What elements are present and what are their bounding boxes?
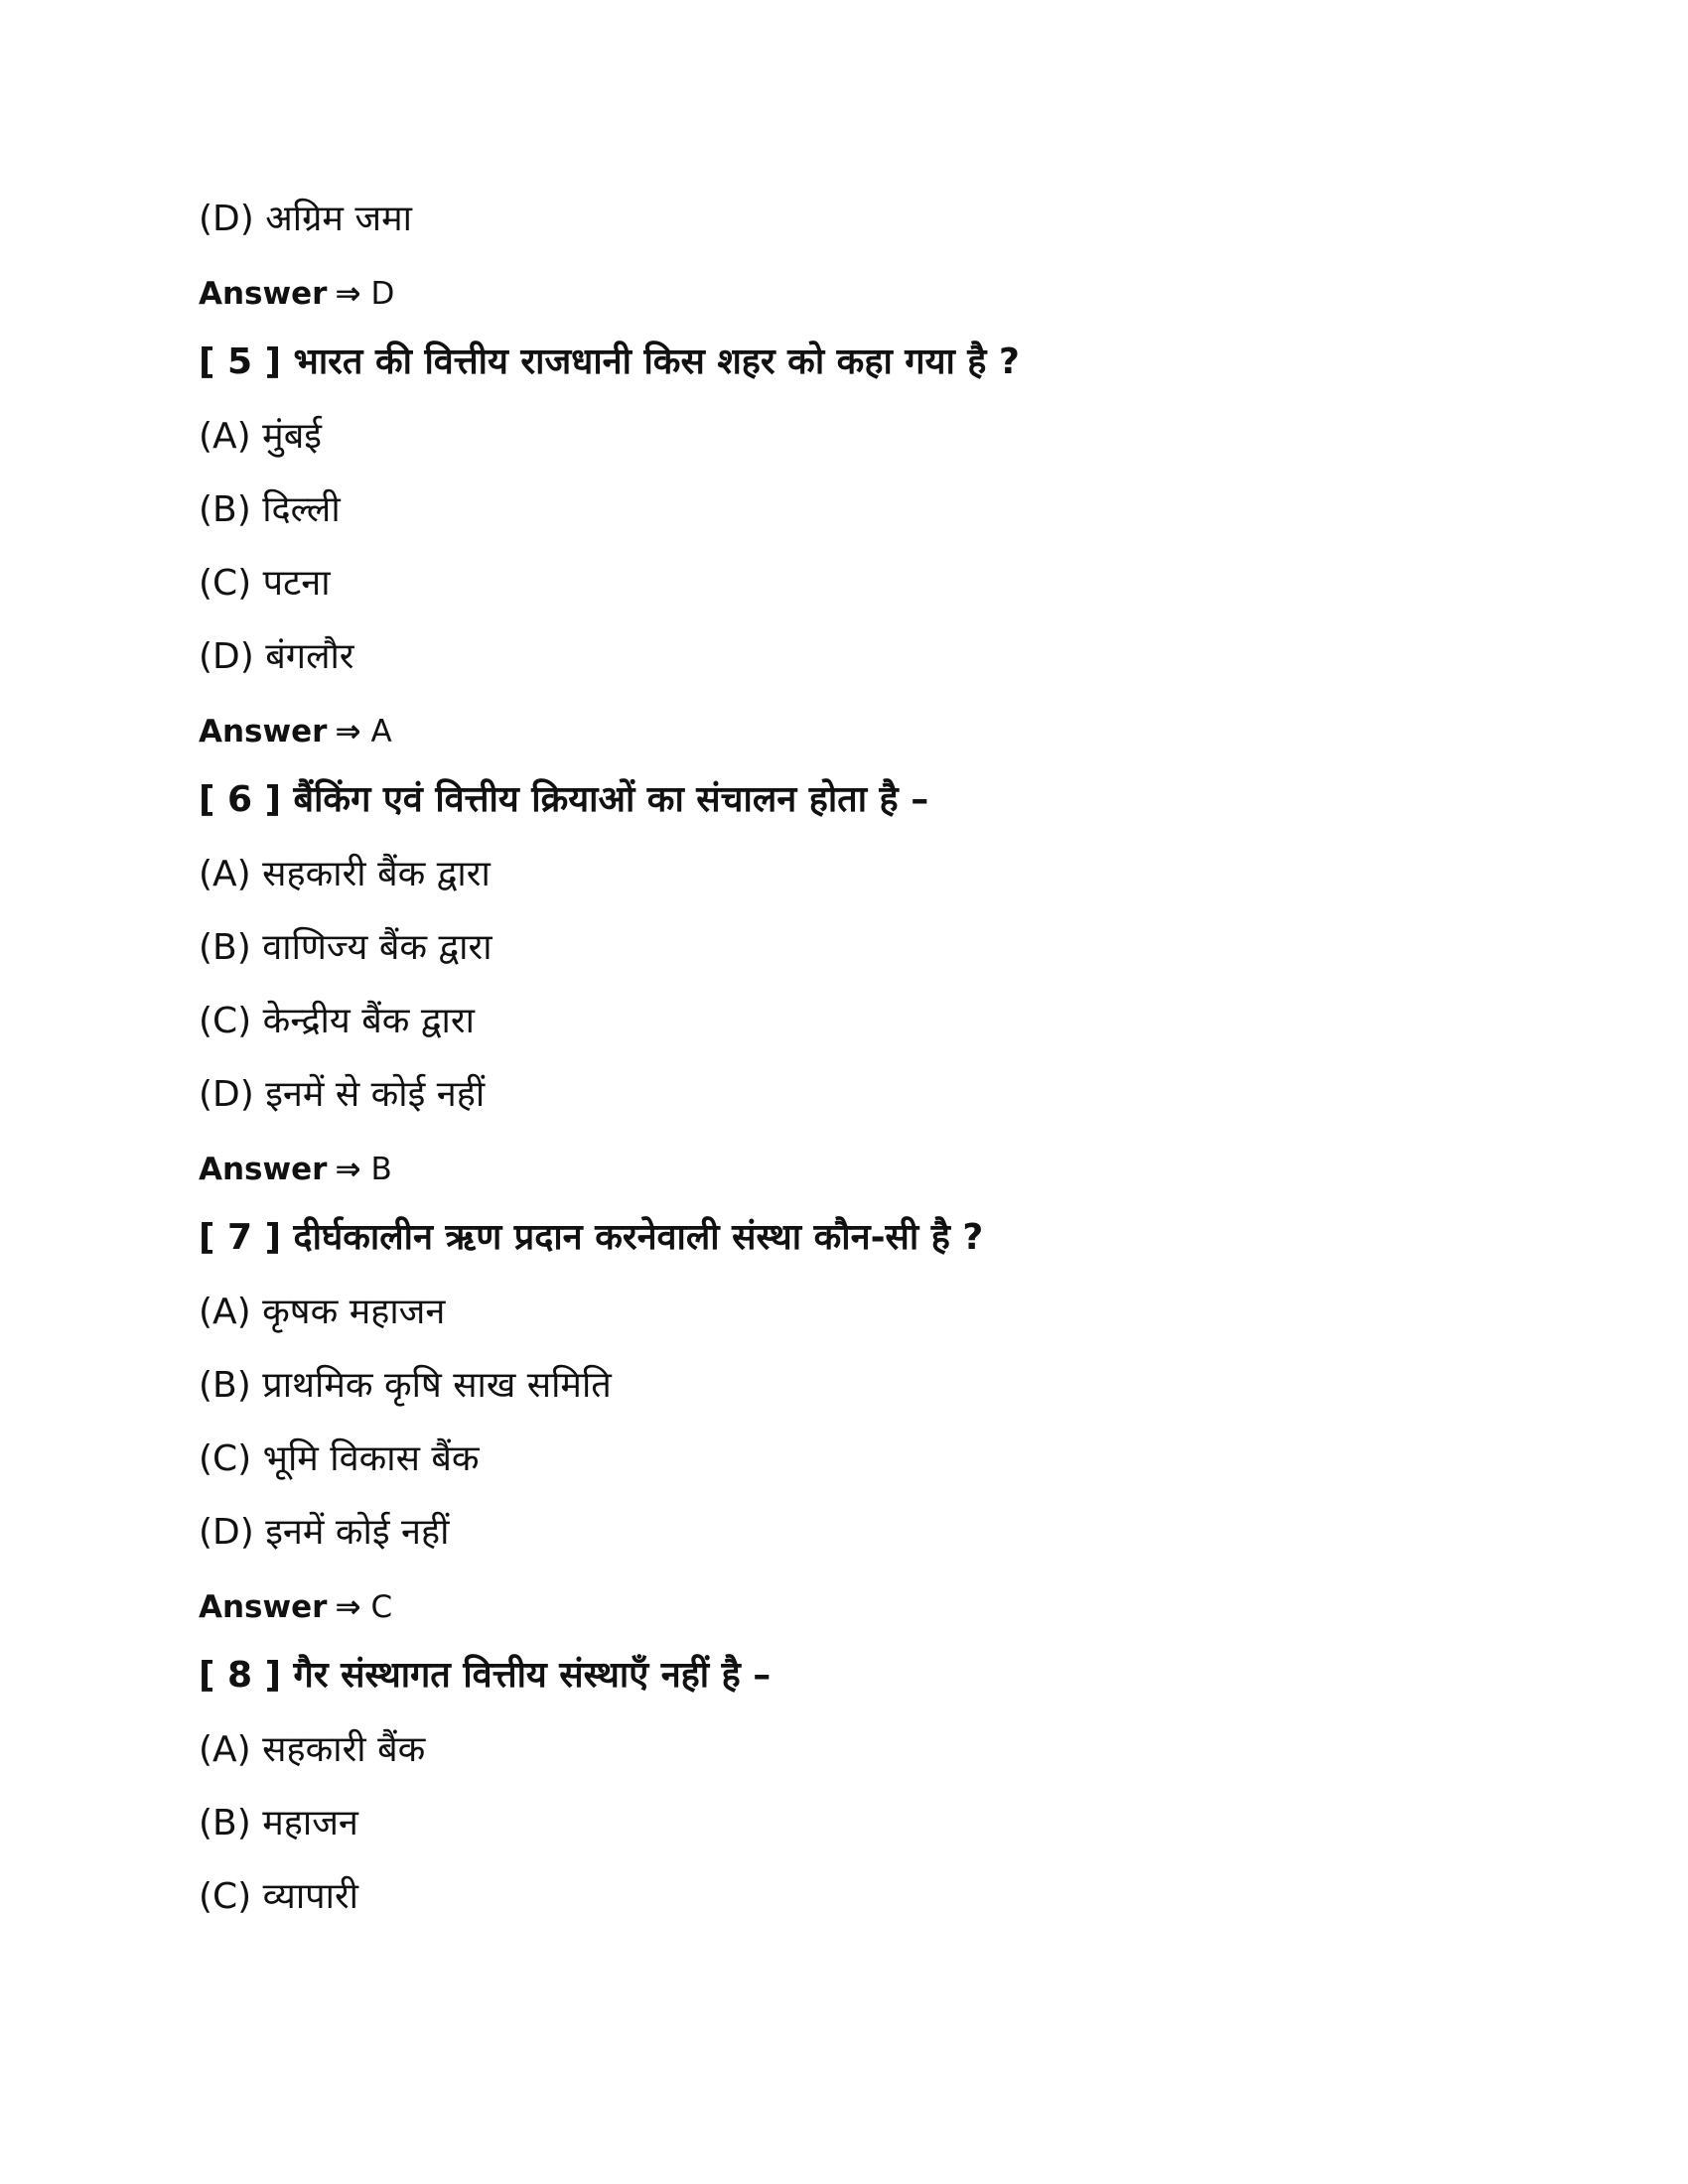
answer-label: Answer: [199, 1589, 328, 1625]
answer-arrow-icon: ⇒: [335, 1152, 361, 1187]
answer-arrow-icon: ⇒: [335, 276, 361, 312]
answer-line: [199, 1152, 392, 1187]
option-text: (D) इनमें कोई नहीं: [199, 1512, 450, 1553]
option-text: (A) सहकारी बैंक द्वारा: [199, 854, 491, 894]
option-text: (D) अग्रिम जमा: [199, 199, 412, 239]
option-text: (A) सहकारी बैंक: [199, 1729, 426, 1770]
option-text: (A) मुंबई: [199, 416, 322, 457]
answer-label: Answer: [199, 1152, 328, 1187]
option-text: (C) व्यापारी: [199, 1876, 359, 1917]
answer-label: Answer: [199, 276, 328, 312]
answer-line: [199, 1589, 393, 1625]
option-text: (D) इनमें से कोई नहीं: [199, 1074, 486, 1115]
answer-value: B: [370, 1152, 392, 1187]
option-text: (C) भूमि विकास बैंक: [199, 1438, 480, 1479]
answer-arrow-icon: ⇒: [335, 1589, 361, 1625]
option-text: (A) कृषक महाजन: [199, 1292, 446, 1332]
question-heading: [ 8 ] गैर संस्थागत वित्तीय संस्थाएँ नहीं है –: [199, 1655, 772, 1696]
question-heading: [ 7 ] दीर्घकालीन ऋण प्रदान करनेवाली संस्था कौन-सी है ?: [199, 1217, 984, 1258]
answer-value: A: [370, 714, 392, 750]
option-text: (B) दिल्ली: [199, 489, 341, 530]
answer-line: [199, 714, 392, 750]
option-text: (C) पटना: [199, 563, 331, 604]
option-text: (B) महाजन: [199, 1803, 358, 1843]
answer-arrow-icon: ⇒: [335, 714, 361, 750]
option-text: (B) प्राथमिक कृषि साख समिति: [199, 1365, 612, 1406]
answer-value: C: [370, 1589, 393, 1625]
option-text: (C) केन्द्रीय बैंक द्वारा: [199, 1001, 475, 1041]
question-heading: [ 5 ] भारत की वित्तीय राजधानी किस शहर को कहा गया है ?: [199, 341, 1020, 382]
question-heading: [ 6 ] बैंकिंग एवं वित्तीय क्रियाओं का संचालन होता है –: [199, 779, 929, 820]
answer-value: D: [370, 276, 395, 312]
option-text: (D) बंगलौर: [199, 636, 354, 677]
option-text: (B) वाणिज्य बैंक द्वारा: [199, 927, 492, 968]
answer-label: Answer: [199, 714, 328, 750]
answer-line: [199, 276, 395, 312]
